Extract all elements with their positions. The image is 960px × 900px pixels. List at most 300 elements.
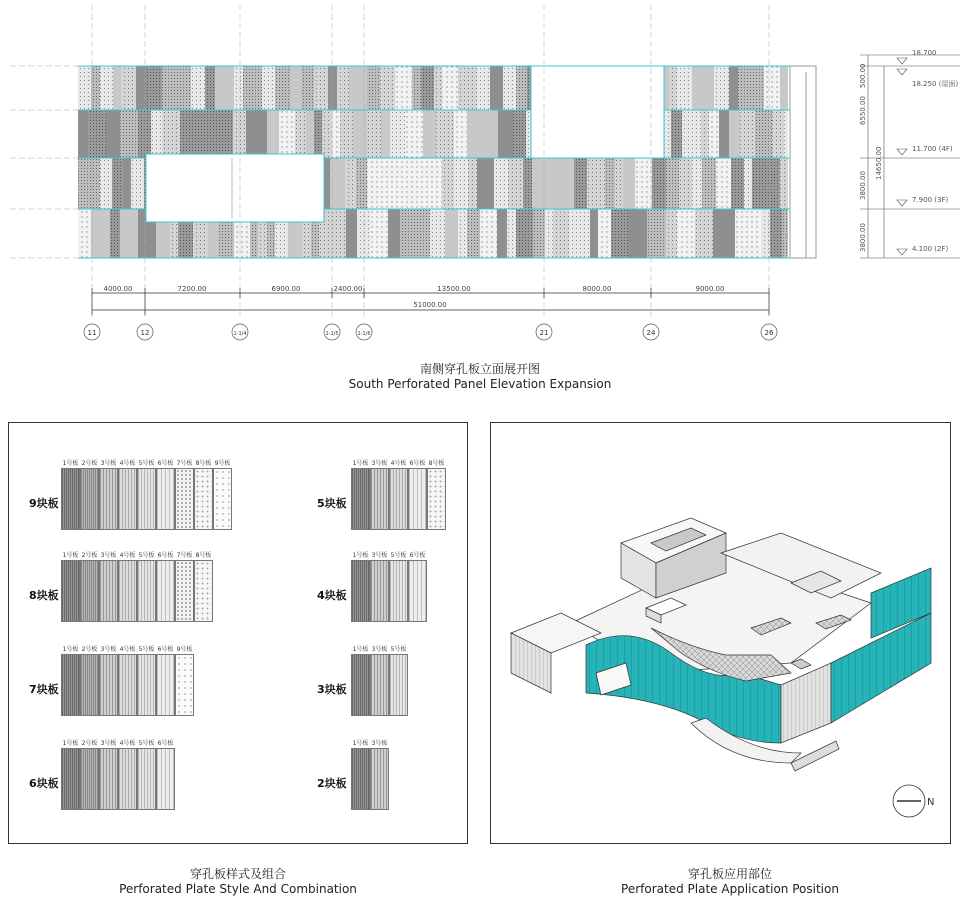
elevation-panel <box>191 66 205 110</box>
plate-name: 2号板 <box>81 552 98 559</box>
plate-name: 1号板 <box>352 460 369 467</box>
application-caption-cn: 穿孔板应用部位 <box>687 867 772 881</box>
elevation-panel <box>151 110 162 158</box>
elevation-panel <box>147 66 162 110</box>
elevation-svg <box>0 0 960 345</box>
plate-name-row <box>61 738 175 747</box>
level-18250: 18.250 (屋面) <box>912 80 959 88</box>
elevation-panel <box>337 209 346 258</box>
elevation-panel <box>740 110 755 158</box>
plate-group-label: 5块板 <box>317 497 347 510</box>
elevation-panel <box>782 209 788 258</box>
elevation-panel <box>328 209 337 258</box>
elevation-panel <box>136 66 147 110</box>
plate-swatch <box>389 468 408 530</box>
plate-name: 6号板 <box>157 460 174 467</box>
plate-name: 3号板 <box>371 740 388 747</box>
elevation-panel <box>180 110 197 158</box>
elevation-panel <box>110 209 120 258</box>
elevation-panel <box>445 209 458 258</box>
elevation-panel <box>100 158 112 209</box>
elevation-panel <box>349 66 357 110</box>
elevation-panel <box>719 110 729 158</box>
plate-swatch-row <box>351 748 389 810</box>
elevation-panel <box>120 110 138 158</box>
plate-name-row <box>61 644 194 653</box>
elevation-panel <box>671 110 682 158</box>
elevation-panel <box>666 209 677 258</box>
elevation-panel <box>314 66 328 110</box>
elevation-panel <box>380 66 395 110</box>
elevation-panel <box>523 158 532 209</box>
elevation-caption <box>280 362 680 392</box>
elevation-panel <box>508 158 523 209</box>
elevation-panel <box>533 209 545 258</box>
elevation-panel <box>709 110 719 158</box>
elevation-panel <box>356 158 367 209</box>
elevation-panel <box>590 209 598 258</box>
plate-swatch <box>80 748 99 810</box>
elevation-panel <box>123 158 131 209</box>
plate-swatch <box>351 468 370 530</box>
elevation-panel <box>574 158 587 209</box>
elevation-panel <box>772 110 784 158</box>
elevation-panel <box>701 110 709 158</box>
plate-swatch <box>427 468 446 530</box>
elevation-panel <box>744 158 752 209</box>
plate-name: 2号板 <box>81 740 98 747</box>
dim-total: 51000.00 <box>413 301 447 309</box>
elevation-panel <box>367 66 380 110</box>
plate-swatch-row <box>61 560 213 622</box>
elevation-panel <box>701 66 714 110</box>
plate-name: 5号板 <box>138 740 155 747</box>
elevation-panel <box>332 110 340 158</box>
plate-swatch <box>137 560 156 622</box>
elevation-panel <box>337 66 349 110</box>
elevation-panel <box>677 66 692 110</box>
elevation-panel <box>611 209 628 258</box>
elevation-panel <box>513 110 526 158</box>
plate-name: 2号板 <box>81 646 98 653</box>
plate-swatch <box>99 654 118 716</box>
elevation-panel <box>78 158 87 209</box>
vdim-6550: 6550.00 <box>859 96 867 125</box>
elevation-panel <box>605 158 615 209</box>
elevation-panel <box>328 66 337 110</box>
plate-swatch <box>351 748 370 810</box>
elevation-panel <box>346 209 357 258</box>
plate-name: 8号板 <box>195 552 212 559</box>
elevation-panel <box>78 66 91 110</box>
elevation-panel <box>780 66 788 110</box>
elevation-panel <box>430 209 445 258</box>
elevation-panel <box>577 209 590 258</box>
elevation-panel <box>587 158 605 209</box>
plate-name: 5号板 <box>390 552 407 559</box>
plate-swatch <box>137 748 156 810</box>
axis-1-4: 1-1/4 <box>233 331 247 337</box>
elevation-panel <box>713 209 725 258</box>
elevation-panel <box>88 110 98 158</box>
elevation-panel <box>87 158 100 209</box>
level-7900: 7.900 (3F) <box>912 196 949 204</box>
elevation-panel <box>175 66 191 110</box>
plate-swatch <box>175 560 194 622</box>
elevation-panel <box>623 158 635 209</box>
plate-swatch <box>389 560 408 622</box>
plate-swatch <box>370 654 389 716</box>
dim-4: 2400.00 <box>333 285 363 293</box>
elevation-panel <box>480 209 497 258</box>
elevation-panel <box>206 110 221 158</box>
elevation-panel <box>545 209 553 258</box>
plate-swatch-row <box>61 468 232 530</box>
elevation-panel <box>234 66 243 110</box>
elevation-panel <box>652 158 666 209</box>
plate-swatch <box>156 560 175 622</box>
elevation-panel <box>735 209 749 258</box>
elevation-panel <box>340 110 353 158</box>
plate-name: 6号板 <box>157 552 174 559</box>
plate-swatch <box>351 560 370 622</box>
elevation-panel <box>113 66 121 110</box>
elevation-panel <box>544 158 561 209</box>
plate-name: 4号板 <box>390 460 407 467</box>
plate-name: 2号板 <box>81 460 98 467</box>
elevation-panel <box>106 110 120 158</box>
elevation-panel <box>279 110 295 158</box>
level-18700: 18.700 <box>912 49 937 57</box>
elevation-panel <box>729 110 740 158</box>
application-caption <box>530 867 930 897</box>
plate-swatch <box>80 560 99 622</box>
elevation-panel <box>120 209 138 258</box>
elevation-panel <box>197 110 206 158</box>
elevation-panel <box>467 110 484 158</box>
elevation-panel <box>442 158 454 209</box>
elevation-panel <box>532 158 544 209</box>
elevation-panel <box>752 158 765 209</box>
elevation-panel <box>162 66 175 110</box>
elevation-panel <box>598 209 611 258</box>
dim-3: 6900.00 <box>271 285 301 293</box>
elevation-panel <box>628 209 647 258</box>
level-11700: 11.700 (4F) <box>912 145 953 153</box>
plate-name: 1号板 <box>62 646 79 653</box>
plate-swatch <box>118 560 137 622</box>
elevation-panel <box>345 158 356 209</box>
application-caption-en: Perforated Plate Application Position <box>621 882 839 896</box>
elevation-panel <box>413 209 430 258</box>
application-frame <box>490 422 951 844</box>
plate-swatch <box>61 468 80 530</box>
plate-name: 3号板 <box>100 552 117 559</box>
elevation-panel <box>729 66 738 110</box>
elevation-panel <box>692 66 701 110</box>
elevation-panel <box>170 110 180 158</box>
elevation-panel <box>784 110 788 158</box>
plate-name-row <box>351 550 427 559</box>
elevation-panel <box>458 209 467 258</box>
elevation-panel <box>370 209 388 258</box>
elevation-panel <box>692 158 702 209</box>
plate-group-label: 3块板 <box>317 683 347 696</box>
plate-swatch <box>137 654 156 716</box>
plate-name: 9号板 <box>176 646 193 653</box>
elevation-panel <box>98 110 106 158</box>
plate-swatch <box>156 748 175 810</box>
plate-swatch <box>137 468 156 530</box>
plate-name: 5号板 <box>138 552 155 559</box>
plate-name: 9号板 <box>214 460 231 467</box>
elevation-panel <box>561 158 574 209</box>
elevation-panel <box>162 110 170 158</box>
plate-swatch-row <box>351 654 408 716</box>
elevation-panel <box>367 158 386 209</box>
elevation-panel <box>314 110 322 158</box>
elevation-panel <box>131 158 144 209</box>
plate-swatch <box>351 654 370 716</box>
styles-caption-cn: 穿孔板样式及组合 <box>189 867 286 881</box>
elevation-panel <box>484 110 498 158</box>
elevation-panel <box>267 110 279 158</box>
plate-swatch-row <box>351 468 446 530</box>
axis-21: 21 <box>539 329 549 337</box>
elevation-panel <box>381 110 390 158</box>
elevation-panel <box>367 110 381 158</box>
elevation-panel <box>494 158 508 209</box>
plate-swatch <box>80 468 99 530</box>
elevation-panel <box>353 110 367 158</box>
plate-name-row <box>351 458 446 467</box>
plate-name: 1号板 <box>352 740 369 747</box>
elevation-panel <box>468 158 477 209</box>
elevation-panel <box>702 158 716 209</box>
plate-swatch-row <box>351 560 427 622</box>
elevation-panel <box>112 158 123 209</box>
plate-swatch <box>99 560 118 622</box>
elevation-panel <box>100 66 113 110</box>
elevation-panel <box>714 66 729 110</box>
elevation-panel <box>507 209 516 258</box>
plate-group-label: 7块板 <box>29 683 59 696</box>
elevation-panel <box>442 66 458 110</box>
elevation-panel <box>221 110 233 158</box>
elevation-panel <box>395 66 412 110</box>
elevation-panel <box>78 110 88 158</box>
elevation-panel <box>386 158 403 209</box>
axis-1-6: 1-1/6 <box>357 331 371 337</box>
elevation-panel <box>233 110 246 158</box>
elevation-caption-en: South Perforated Panel Elevation Expansion <box>348 377 612 391</box>
plate-swatch <box>99 748 118 810</box>
plate-swatch <box>370 560 389 622</box>
elevation-panel <box>215 66 234 110</box>
elevation-panel <box>412 66 421 110</box>
elevation-panel <box>246 110 254 158</box>
plate-name-row <box>61 550 213 559</box>
plate-group-label: 9块板 <box>29 497 59 510</box>
styles-frame <box>8 422 468 844</box>
elevation-panel <box>725 209 735 258</box>
dim-5: 13500.00 <box>437 285 471 293</box>
plate-name: 5号板 <box>138 460 155 467</box>
elevation-panel <box>749 209 761 258</box>
elevation-panel <box>91 209 110 258</box>
building-axonometric <box>491 423 950 843</box>
north-arrow <box>893 785 934 817</box>
elevation-panel <box>295 110 306 158</box>
styles-caption-en: Perforated Plate Style And Combination <box>119 882 357 896</box>
elevation-panel <box>553 209 569 258</box>
elevation-panel <box>731 158 744 209</box>
elevation-panel <box>121 66 136 110</box>
elevation-panel <box>421 66 434 110</box>
plate-name: 3号板 <box>371 460 388 467</box>
elevation-panel <box>423 110 436 158</box>
plate-name: 8号板 <box>195 460 212 467</box>
elevation-panel <box>275 66 291 110</box>
plate-swatch <box>118 468 137 530</box>
plate-swatch <box>408 468 427 530</box>
elevation-panel <box>669 66 677 110</box>
plate-name: 6号板 <box>409 552 426 559</box>
elevation-panel <box>301 66 314 110</box>
elevation-panel <box>756 66 764 110</box>
dim-2: 7200.00 <box>177 285 207 293</box>
elevation-panel <box>262 66 275 110</box>
elevation-panel <box>243 66 262 110</box>
plate-name: 8号板 <box>428 460 445 467</box>
plate-swatch <box>118 748 137 810</box>
plate-swatch <box>156 468 175 530</box>
plate-name: 3号板 <box>100 460 117 467</box>
plate-swatch <box>80 654 99 716</box>
plate-name-row <box>351 738 389 747</box>
elevation-panel <box>679 158 692 209</box>
plate-swatch <box>118 654 137 716</box>
elevation-panel <box>405 110 423 158</box>
elevation-panel <box>503 66 516 110</box>
plate-group-label: 6块板 <box>29 777 59 790</box>
plate-swatch <box>61 654 80 716</box>
plate-name-row <box>61 458 232 467</box>
elevation-panel <box>635 158 652 209</box>
elevation-panel <box>677 209 695 258</box>
plate-name: 4号板 <box>119 460 136 467</box>
elevation-panel <box>434 66 442 110</box>
elevation-panel <box>716 158 731 209</box>
elevation-panel <box>477 66 490 110</box>
axis-24: 24 <box>646 329 656 337</box>
plate-group-label: 2块板 <box>317 777 347 790</box>
dim-7: 9000.00 <box>695 285 725 293</box>
elevation-panel <box>205 66 215 110</box>
elevation-panel <box>423 158 442 209</box>
plate-swatch <box>175 468 194 530</box>
axis-26: 26 <box>764 329 774 337</box>
plate-name: 4号板 <box>119 740 136 747</box>
vdim-14650: 14650.00 <box>875 146 883 180</box>
elevation-panel <box>436 110 454 158</box>
elevation-panel <box>291 66 301 110</box>
elevation-panel <box>647 209 666 258</box>
vdim-3800a: 3800.00 <box>859 171 867 200</box>
elevation-panel <box>458 66 477 110</box>
elevation-panel <box>695 209 713 258</box>
plate-swatch <box>175 654 194 716</box>
plate-name: 7号板 <box>176 460 193 467</box>
elevation-panel <box>738 66 756 110</box>
axis-1-5: 1-1/5 <box>325 331 339 337</box>
styles-caption <box>38 867 438 897</box>
elevation-panel <box>78 209 91 258</box>
plate-swatch-row <box>61 748 175 810</box>
elevation-panel <box>477 158 494 209</box>
elevation-panel <box>454 110 467 158</box>
elevation-panel <box>516 209 533 258</box>
plate-name: 5号板 <box>138 646 155 653</box>
plate-swatch <box>408 560 427 622</box>
plate-swatch <box>156 654 175 716</box>
plate-swatch <box>61 748 80 810</box>
plate-name: 3号板 <box>100 646 117 653</box>
plate-name: 1号板 <box>352 552 369 559</box>
elevation-panel <box>467 209 480 258</box>
elevation-panel <box>761 209 770 258</box>
dim-1: 4000.00 <box>103 285 133 293</box>
elevation-panel <box>357 209 370 258</box>
elevation-panel <box>516 66 527 110</box>
plate-swatch <box>99 468 118 530</box>
plate-name: 7号板 <box>176 552 193 559</box>
elevation-panel <box>764 66 780 110</box>
elevation-caption-cn: 南侧穿孔板立面展开图 <box>419 362 540 376</box>
plate-name: 3号板 <box>371 552 388 559</box>
plate-name: 1号板 <box>352 646 369 653</box>
plate-group-label: 8块板 <box>29 589 59 602</box>
plate-name: 1号板 <box>62 552 79 559</box>
elevation-panel <box>91 66 100 110</box>
plate-swatch <box>370 748 389 810</box>
elevation-panel <box>306 110 314 158</box>
plate-name-row <box>351 644 408 653</box>
plate-name: 3号板 <box>100 740 117 747</box>
plate-name: 6号板 <box>409 460 426 467</box>
elevation-panel <box>569 209 577 258</box>
elevation-panel <box>322 110 332 158</box>
north-label: N <box>927 797 935 808</box>
plate-name: 4号板 <box>119 646 136 653</box>
level-4100: 4.100 (2F) <box>912 245 949 253</box>
elevation-panel <box>254 110 267 158</box>
elevation-panel <box>770 209 782 258</box>
dim-6: 8000.00 <box>582 285 612 293</box>
elevation-panel <box>388 209 400 258</box>
elevation-panel <box>498 110 513 158</box>
plate-name: 6号板 <box>157 646 174 653</box>
elevation-panel <box>615 158 623 209</box>
elevation-panel <box>666 158 679 209</box>
elevation-panel <box>357 66 367 110</box>
elevation-panel <box>780 158 788 209</box>
elevation-drawing <box>0 0 960 345</box>
plate-swatch <box>370 468 389 530</box>
plate-swatch <box>194 560 213 622</box>
plate-name: 4号板 <box>119 552 136 559</box>
elevation-panel <box>330 158 345 209</box>
